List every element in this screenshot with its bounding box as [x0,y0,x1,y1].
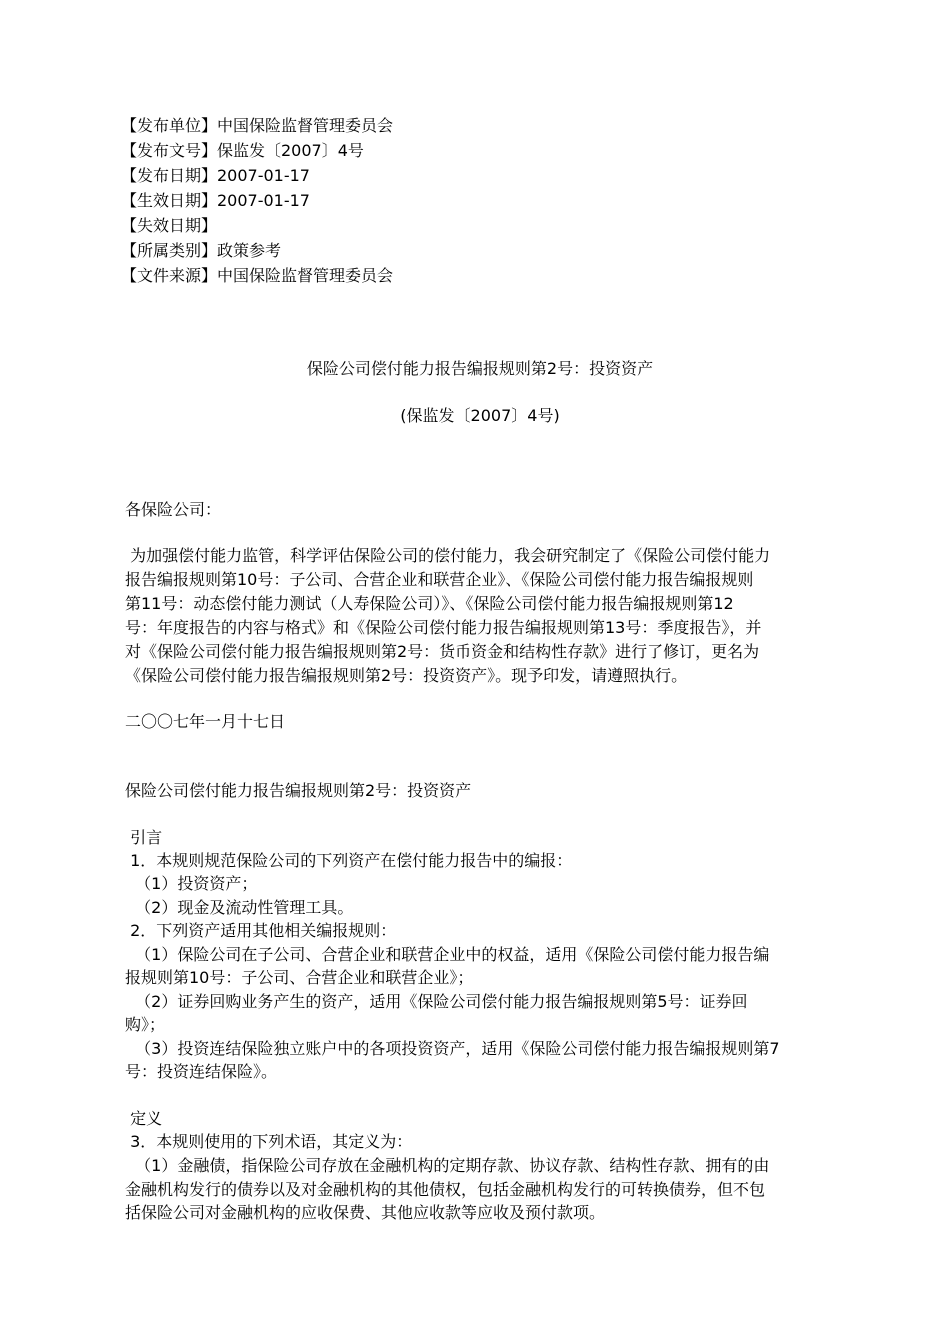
document-subtitle: (保监发〔2007〕4号) [400,406,560,425]
meta-source: 【文件来源】中国保险监督管理委员会 [121,266,394,285]
rule-line: （2）证券回购业务产生的资产，适用《保险公司偿付能力报告编报规则第5号：证券回 [125,992,748,1011]
rule-line: 金融机构发行的债券以及对金融机构的其他债权，包括金融机构发行的可转换债券，但不包 [125,1180,766,1199]
notice-line: 报告编报规则第10号：子公司、合营企业和联营企业》、《保险公司偿付能力报告编报规则 [125,570,754,589]
rule-line: 2．下列资产适用其他相关编报规则： [125,921,397,940]
notice-line: 第11号：动态偿付能力测试（人寿保险公司）》、《保险公司偿付能力报告编报规则第12 [125,594,734,613]
rule-line: （1）保险公司在子公司、合营企业和联营企业中的权益，适用《保险公司偿付能力报告编 [125,945,770,964]
rule-line: （1）金融债，指保险公司存放在金融机构的定期存款、协议存款、结构性存款、拥有的由 [125,1156,770,1175]
rule-line: 1．本规则规范保险公司的下列资产在偿付能力报告中的编报： [125,851,573,870]
section-heading-intro: 引言 [125,828,163,847]
notice-line: 为加强偿付能力监管，科学评估保险公司的偿付能力，我会研究制定了《保险公司偿付能力 [125,546,771,565]
rule-line: 号：投资连结保险》。 [125,1062,278,1081]
salutation: 各保险公司： [125,500,222,519]
meta-publish-date: 【发布日期】2007-01-17 [121,166,310,185]
rule-line: 购》； [125,1015,166,1034]
document-title: 保险公司偿付能力报告编报规则第2号：投资资产 [306,359,654,378]
meta-doc-number: 【发布文号】保监发〔2007〕4号 [121,141,364,160]
section-heading-definition: 定义 [125,1109,163,1128]
meta-category: 【所属类别】政策参考 [121,241,282,260]
rule-line: （2）现金及流动性管理工具。 [125,898,354,917]
notice-date: 二〇〇七年一月十七日 [125,712,286,731]
meta-effective-date: 【生效日期】2007-01-17 [121,191,310,210]
meta-publisher: 【发布单位】中国保险监督管理委员会 [121,116,394,135]
notice-line: 对《保险公司偿付能力报告编报规则第2号：货币资金和结构性存款》进行了修订，更名为 [125,642,760,661]
notice-line: 号：年度报告的内容与格式》和《保险公司偿付能力报告编报规则第13号：季度报告》，并 [125,618,762,637]
rule-line: 3．本规则使用的下列术语，其定义为： [125,1132,413,1151]
rule-line: （3）投资连结保险独立账户中的各项投资资产，适用《保险公司偿付能力报告编报规则第7 [125,1039,780,1058]
rules-title: 保险公司偿付能力报告编报规则第2号：投资资产 [125,781,472,800]
rule-line: 括保险公司对金融机构的应收保费、其他应收款等应收及预付款项。 [125,1203,606,1222]
rule-line: （1）投资资产； [125,874,258,893]
meta-expiry-date: 【失效日期】 [121,216,218,235]
notice-line: 《保险公司偿付能力报告编报规则第2号：投资资产》。现予印发，请遵照执行。 [125,666,688,685]
rule-line: 报规则第10号：子公司、合营企业和联营企业》； [125,968,474,987]
